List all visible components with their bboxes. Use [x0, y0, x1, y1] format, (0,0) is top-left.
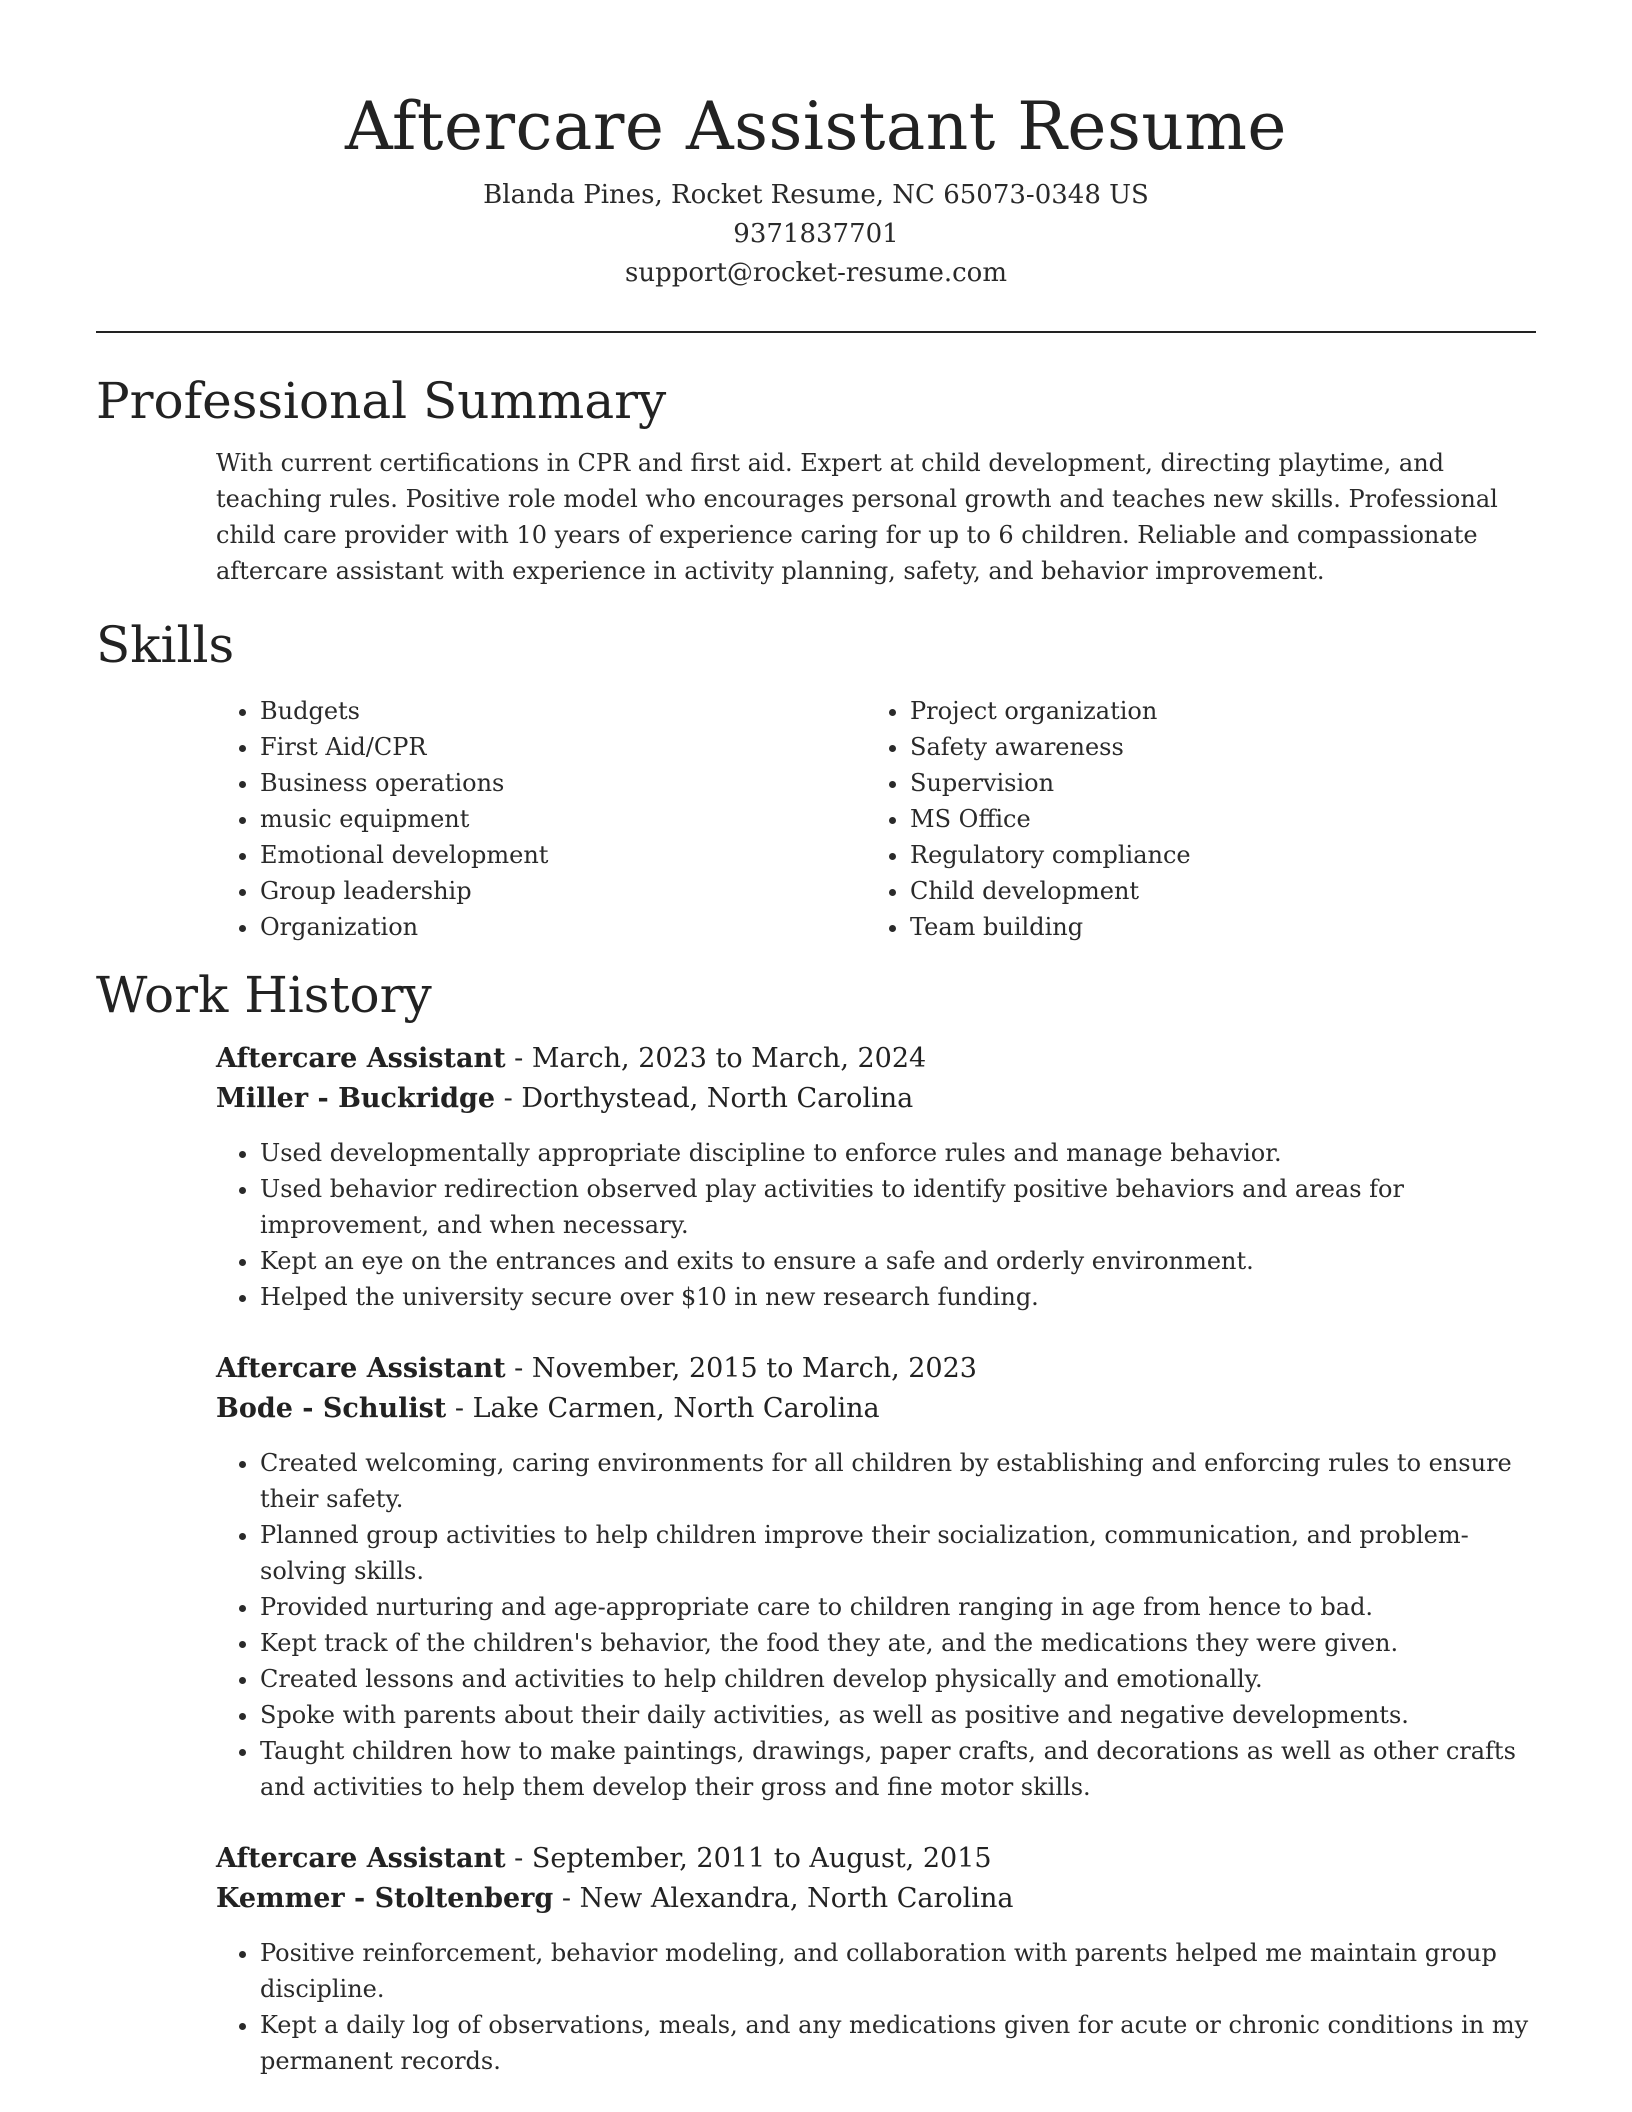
job-bullet: • Positive reinforcement, behavior modeling, and collaboration with parents helped me maintain group discipline.: [260, 1935, 1536, 2007]
contact-block: [96, 176, 1536, 293]
skills-column-right: [866, 693, 1516, 945]
job-bullets: [216, 1445, 1536, 1805]
contact-phone: 9371837701: [733, 219, 899, 249]
job-bullet: • Provided nurturing and age-appropriate care to children ranging in age from hence to bad.: [260, 1589, 1536, 1625]
skill-item: • Budgets: [260, 693, 866, 729]
job-bullet: • Used behavior redirection observed play activities to identify positive behaviors and areas for improvement, and when necessary.: [260, 1171, 1536, 1243]
summary-heading: Professional Summary: [96, 372, 667, 430]
job-bullet: • Planned group activities to help children improve their socialization, communication, and problem-solving skills.: [260, 1517, 1536, 1589]
skills-column-left: [216, 693, 866, 945]
job-title-line: [216, 1039, 1536, 1079]
contact-email: support@rocket-resume.com: [624, 258, 1007, 288]
job-dates: - November, 2015 to March, 2023: [505, 1353, 977, 1384]
job-dates: - September, 2011 to August, 2015: [505, 1843, 992, 1874]
skill-item: • Safety awareness: [910, 729, 1516, 765]
job-title: Aftercare Assistant: [216, 1043, 506, 1074]
skill-item: • Child development: [910, 873, 1516, 909]
job-title-line: [216, 1349, 1536, 1389]
job-bullet: • Taught children how to make paintings, drawings, paper crafts, and decorations as well as other crafts and activities to help them develop their gross and fine motor skills.: [260, 1733, 1536, 1805]
job-company-line: [216, 1389, 1536, 1429]
resume-page: [96, 0, 1536, 2079]
job-company: Kemmer - Stoltenberg: [216, 1883, 554, 1914]
skill-item: • First Aid/CPR: [260, 729, 866, 765]
skills-heading: Skills: [96, 616, 235, 674]
job-company-line: [216, 1879, 1536, 1919]
job-company: Miller - Buckridge: [216, 1083, 496, 1114]
job-location: - Dorthystead, North Carolina: [495, 1083, 914, 1114]
header-divider: [96, 331, 1536, 333]
skill-item: • music equipment: [260, 801, 866, 837]
skill-item: • Project organization: [910, 693, 1516, 729]
job-bullet: • Created welcoming, caring environments for all children by establishing and enforcing rules to ensure their safety.: [260, 1445, 1536, 1517]
job-location: - Lake Carmen, North Carolina: [446, 1393, 880, 1424]
skills-grid: [216, 693, 1536, 945]
skill-item: • Team building: [910, 909, 1516, 945]
skill-item: • Supervision: [910, 765, 1516, 801]
job-location: - New Alexandra, North Carolina: [553, 1883, 1014, 1914]
skill-item: • Organization: [260, 909, 866, 945]
job-company: Bode - Schulist: [216, 1393, 447, 1424]
job-bullets: [216, 1135, 1536, 1315]
skill-item: • MS Office: [910, 801, 1516, 837]
job-bullet: • Used developmentally appropriate discipline to enforce rules and manage behavior.: [260, 1135, 1536, 1171]
job-bullet: • Kept a daily log of observations, meals, and any medications given for acute or chronic conditions in my permanent records.: [260, 2007, 1536, 2079]
summary-text: With current certifications in CPR and first aid. Expert at child development, directing playtime, and teaching rules. Positive role model who encourages personal growth and teaches new skills. Professional child care provider with 10 years of experience caring for up to 6 children. Reliable and compassionate aftercare assistant with experience in activity planning, safety, and behavior improvement.: [216, 449, 1498, 585]
skill-item: • Regulatory compliance: [910, 837, 1516, 873]
job-title-line: [216, 1839, 1536, 1879]
job-dates: - March, 2023 to March, 2024: [505, 1043, 927, 1074]
job-title: Aftercare Assistant: [216, 1843, 506, 1874]
skill-item: • Group leadership: [260, 873, 866, 909]
job-bullet: • Kept track of the children's behavior, the food they ate, and the medications they were given.: [260, 1625, 1536, 1661]
job-entry: [216, 1839, 1536, 2079]
skill-item: • Emotional development: [260, 837, 866, 873]
job-bullets: [216, 1935, 1536, 2079]
resume-title: Aftercare Assistant Resume: [345, 88, 1287, 165]
job-bullet: • Kept an eye on the entrances and exits to ensure a safe and orderly environment.: [260, 1243, 1536, 1279]
job-bullet: • Helped the university secure over $10 in new research funding.: [260, 1279, 1536, 1315]
job-bullet: • Spoke with parents about their daily activities, as well as positive and negative developments.: [260, 1697, 1536, 1733]
skill-item: • Business operations: [260, 765, 866, 801]
contact-address: Blanda Pines, Rocket Resume, NC 65073-0348 US: [483, 180, 1149, 210]
job-entry: [216, 1039, 1536, 1315]
job-title: Aftercare Assistant: [216, 1353, 506, 1384]
job-company-line: [216, 1079, 1536, 1119]
job-bullet: • Created lessons and activities to help children develop physically and emotionally.: [260, 1661, 1536, 1697]
work-history-heading: Work History: [96, 966, 432, 1024]
job-entry: [216, 1349, 1536, 1805]
